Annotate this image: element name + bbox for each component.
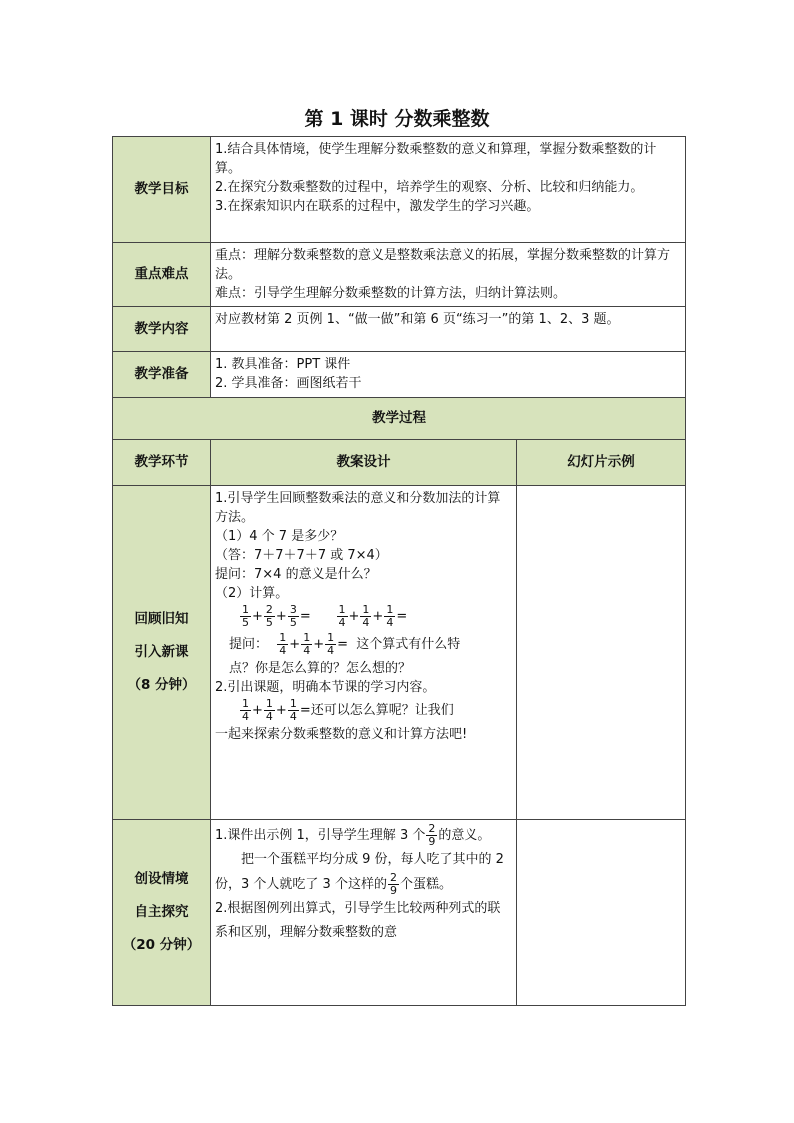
- fraction: $\frac{2}{9}$: [428, 822, 436, 848]
- section-explore-label: 创设情境 自主探究 （20 分钟）: [113, 820, 211, 1006]
- row-key-points: [113, 243, 686, 307]
- design-line: （答：7＋7＋7＋7 或 7×4）: [215, 548, 388, 563]
- math-row-3: $\frac{1}{4}$ + $\frac{1}{4}$ + $\frac{1}{4}$ =还可以怎么算呢？让我们: [242, 697, 454, 723]
- goal-line: 1.结合具体情境，使学生理解分数乘整数的意义和算理，掌握分数乘整数的计算。: [215, 142, 657, 176]
- col-header-slides: 幻灯片示例: [517, 440, 686, 486]
- prep-line: 1. 教具准备：PPT 课件: [215, 357, 351, 372]
- label-key-points: 重点难点: [113, 243, 211, 307]
- row-goals: [113, 137, 686, 243]
- content-line: 对应教材第 2 页例 1、“做一做”和第 6 页“练习一”的第 1、2、3 题。: [215, 312, 620, 327]
- row-section-explore: [113, 820, 686, 1006]
- fraction: $\frac{1}{4}$: [265, 697, 273, 723]
- label-content: 教学内容: [113, 307, 211, 352]
- section-review-design: [211, 486, 517, 820]
- fraction: $\frac{1}{4}$: [338, 603, 346, 629]
- design-line: （2）计算。: [215, 586, 289, 601]
- key-line: 重点：理解分数乘整数的意义是整数乘法意义的拓展，掌握分数乘整数的计算方法。: [215, 248, 671, 282]
- fraction: $\frac{1}{4}$: [303, 631, 311, 657]
- process-title: 教学过程: [113, 398, 686, 440]
- key-points-content: [211, 243, 686, 307]
- goal-line: 2.在探究分数乘整数的过程中，培养学生的观察、分析、比较和归纳能力。: [215, 180, 644, 195]
- design-line: 一起来探索分数乘整数的意义和计算方法吧!: [215, 727, 468, 742]
- row-process-title: [113, 398, 686, 440]
- lesson-plan-table: [112, 136, 686, 1006]
- design-line: （1）4 个 7 是多少？: [215, 529, 344, 544]
- math-row-2: 提问： $\frac{1}{4}$ + $\frac{1}{4}$ + $\frac{1}{4}$ = 这个算式有什么特: [229, 631, 461, 657]
- col-header-stage: 教学环节: [113, 440, 211, 486]
- fraction: $\frac{3}{5}$: [289, 603, 297, 629]
- col-header-design: 教案设计: [211, 440, 517, 486]
- fraction: $\frac{2}{5}$: [265, 603, 273, 629]
- fraction: $\frac{2}{9}$: [389, 871, 397, 897]
- label-goals: 教学目标: [113, 137, 211, 243]
- section-review-label: 回顾旧知 引入新课 （8 分钟）: [113, 486, 211, 820]
- page-title: 第 1 课时 分数乘整数: [304, 108, 490, 130]
- design-line: 1.课件出示例 1，引导学生理解 3 个 $\frac{2}{9}$ 的意义。: [215, 822, 491, 848]
- preparation-content: [211, 352, 686, 398]
- section-explore-slides: [517, 820, 686, 1006]
- design-line: 2.根据图例列出算式，引导学生比较两种列式的联系和区别，理解分数乘整数的意: [215, 901, 501, 940]
- row-content: [113, 307, 686, 352]
- section-explore-design: [211, 820, 517, 1006]
- design-line: 2.引出课题，明确本节课的学习内容。: [215, 680, 436, 695]
- fraction: $\frac{1}{4}$: [289, 697, 297, 723]
- goals-content: [211, 137, 686, 243]
- goal-line: 3.在探索知识内在联系的过程中，激发学生的学习兴趣。: [215, 199, 540, 214]
- design-line: 提问：7×4 的意义是什么？: [215, 567, 377, 582]
- key-line: 难点：引导学生理解分数乘整数的计算方法，归纳计算法则。: [215, 286, 567, 301]
- fraction: $\frac{1}{4}$: [327, 631, 335, 657]
- row-column-headers: [113, 440, 686, 486]
- content-text: [211, 307, 686, 352]
- fraction: $\frac{1}{4}$: [386, 603, 394, 629]
- math-row-1: $\frac{1}{5}$ + $\frac{2}{5}$ + $\frac{3}{5}$ = $\frac{1}{4}$ + $\frac{1}{4}$ + $\frac{1}{4}$ =: [242, 603, 408, 629]
- design-line: 点？你是怎么算的？怎么想的？: [229, 661, 412, 676]
- fraction: $\frac{1}{4}$: [242, 697, 249, 723]
- row-preparation: [113, 352, 686, 398]
- section-review-slides: [517, 486, 686, 820]
- design-line: 1.引导学生回顾整数乘法的意义和分数加法的计算方法。: [215, 491, 501, 525]
- design-line: 把一个蛋糕平均分成 9 份，每人吃了其中的 2 份，3 个人就吃了 3 个这样的 $\frac{2}{9}$ 个蛋糕。: [215, 852, 504, 897]
- fraction: $\frac{1}{5}$: [242, 603, 249, 629]
- prep-line: 2. 学具准备：画图纸若干: [215, 376, 362, 391]
- fraction: $\frac{1}{4}$: [279, 631, 287, 657]
- fraction: $\frac{1}{4}$: [362, 603, 370, 629]
- label-preparation: 教学准备: [113, 352, 211, 398]
- row-section-review: [113, 486, 686, 820]
